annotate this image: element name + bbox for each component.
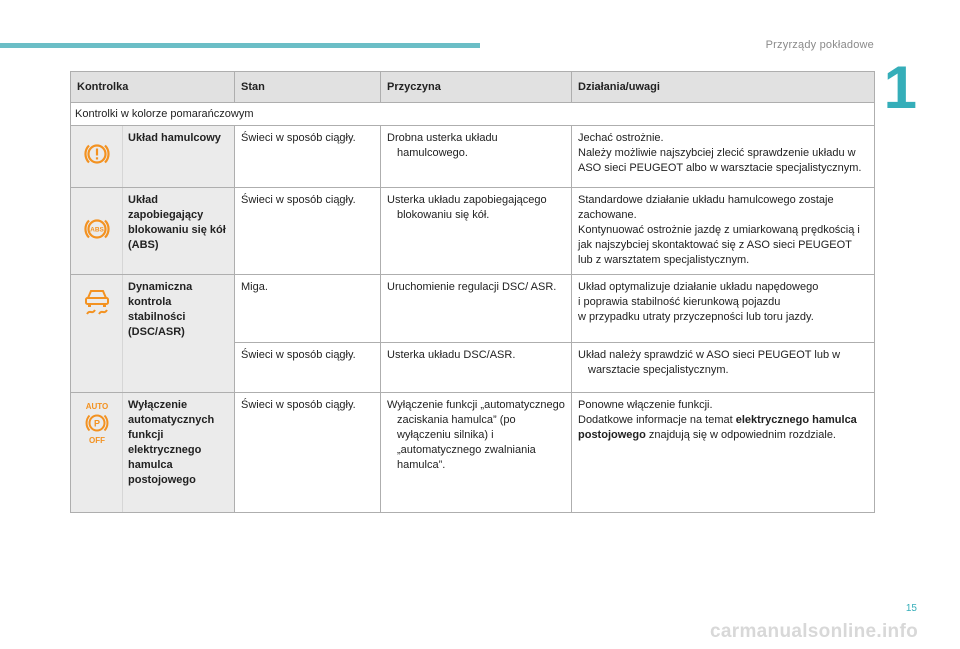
row-cause (381, 188, 572, 275)
row-name: Wyłączenie automatycznych funkcji elektrycznego hamulca postojowego (123, 393, 235, 513)
cause-text: Uruchomienie regulacji DSC/ ASR. (387, 281, 557, 293)
auto-parking-brake-off-icon (80, 401, 114, 450)
section-title: Przyrządy pokładowe (765, 39, 874, 51)
icon-cell (71, 393, 123, 513)
icon-cell (71, 275, 123, 393)
table-row (71, 393, 875, 513)
svg-text:P: P (93, 418, 100, 429)
header-stan: Stan (235, 72, 381, 103)
table-header-row (71, 72, 875, 103)
header-przyczyna: Przyczyna (381, 72, 572, 103)
cause-text: Usterka układu DSC/ASR. (387, 349, 516, 361)
row-action (572, 343, 875, 393)
group-label: Kontrolki w kolorze pomarańczowym (71, 103, 875, 126)
row-stan: Świeci w sposób ciągły. (235, 126, 381, 188)
table-row (71, 275, 875, 343)
page-number: 15 (905, 603, 917, 614)
row-action: Układ optymalizuje działanie układu napędowego i poprawia stabilność kierunkową pojazdu w przypadku utraty przyczepności lub toru jazdy. (572, 275, 875, 343)
warning-lights-table (70, 71, 875, 513)
action-pre: Dodatkowe informacje na temat (578, 414, 736, 426)
group-row (71, 103, 875, 126)
abs-icon (82, 216, 112, 247)
table-row (71, 126, 875, 188)
action-post: znajdują się w odpowiednim rozdziale. (645, 429, 836, 441)
cause-text: Drobna usterka układu hamulcowego. (387, 132, 498, 159)
svg-text:ABS: ABS (89, 226, 104, 234)
action-text: Układ należy sprawdzić w ASO sieci PEUGEOT lub w warsztacie specjalistycznym. (578, 349, 841, 376)
row-name: Dynamiczna kontrola stabilności (DSC/ASR) (123, 275, 235, 393)
row-name: Układ zapobiegający blokowaniu się kół (ABS) (123, 188, 235, 275)
icon-text-top: AUTO (85, 402, 108, 411)
cause-text: Usterka układu zapobiegającego blokowaniu się kół. (387, 194, 547, 221)
row-cause (381, 275, 572, 343)
cause-text: Wyłączenie funkcji „automatycznego zaciskania hamulca” (po wyłączeniu silnika) i „automatycznego zwalniania hamulca”. (387, 399, 565, 471)
row-stan: Świeci w sposób ciągły. (235, 393, 381, 513)
chapter-number: 1 (883, 54, 917, 121)
watermark: carmanualsonline.info (710, 621, 918, 642)
dsc-skid-icon (82, 285, 112, 322)
top-accent-bar (0, 43, 480, 48)
action-line-1: Ponowne włączenie funkcji. (578, 399, 713, 411)
row-action: Jechać ostrożnie. Należy możliwie najszybciej zlecić sprawdzenie układu w ASO sieci PEUGEOT albo w warsztacie specjalistycznym. (572, 126, 875, 188)
row-stan: Świeci w sposób ciągły. (235, 343, 381, 393)
row-stan: Świeci w sposób ciągły. (235, 188, 381, 275)
header-kontrolka: Kontrolka (71, 72, 235, 103)
icon-text-bottom: OFF (88, 436, 105, 445)
row-cause (381, 343, 572, 393)
row-cause (381, 126, 572, 188)
row-action: Standardowe działanie układu hamulcowego zostaje zachowane. Kontynuować ostrożnie jazdę z umiarkowaną prędkością i jak najszybciej skontaktować się z ASO sieci PEUGEOT lub z warsztatem specjalistycznym. (572, 188, 875, 275)
row-cause (381, 393, 572, 513)
table-row (71, 188, 875, 275)
row-action (572, 393, 875, 513)
row-stan: Miga. (235, 275, 381, 343)
action-bold: elektrycznego hamulca postojowego (578, 414, 857, 441)
row-name: Układ hamulcowy (123, 126, 235, 188)
header-dzialania: Działania/uwagi (572, 72, 875, 103)
icon-cell (71, 126, 123, 188)
icon-cell (71, 188, 123, 275)
brake-warning-icon (82, 141, 112, 172)
